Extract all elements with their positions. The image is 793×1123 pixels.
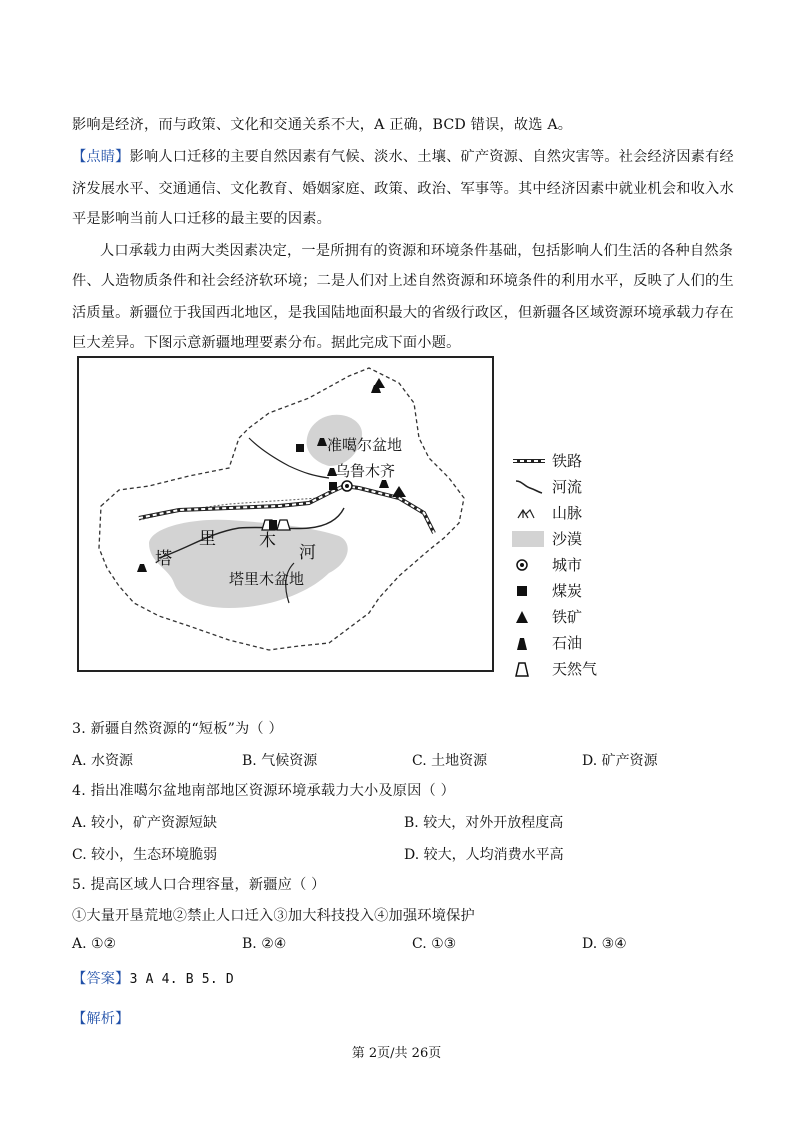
answer-line (72, 968, 234, 988)
oil-marker (379, 480, 389, 488)
question-4-option-a[interactable]: A. 较小，矿产资源短缺 (72, 815, 218, 831)
legend-railway: 铁路 (512, 450, 632, 472)
question-4-option-d[interactable]: D. 较大，人均消费水平高 (404, 847, 564, 863)
question-5-items: ①大量开垦荒地②禁止人口迁入③加大科技投入④加强环境保护 (72, 908, 475, 924)
question-4-option-b[interactable]: B. 较大，对外开放程度高 (404, 815, 564, 831)
question-3-option-a[interactable]: A. 水资源 (72, 753, 134, 769)
tips-tag: 【点睛】 (72, 149, 130, 165)
tips-line-3: 平是影响当前人口迁移的最主要的因素。 (72, 211, 331, 227)
legend-coal: 煤炭 (512, 580, 632, 602)
tarim-char-2: 里 (199, 529, 216, 549)
tips-line-1 (72, 146, 734, 166)
question-4-stem: 4. 指出准噶尔盆地南部地区资源环境承载力大小及原因（ ） (72, 783, 456, 799)
page-footer: 第 2页/共 26页 (351, 1046, 442, 1061)
question-5-option-a[interactable]: A. ①② (72, 936, 117, 952)
legend-city: 城市 (512, 554, 632, 576)
legend-oil: 石油 (512, 632, 632, 654)
city-icon (512, 556, 546, 574)
gas-marker (277, 520, 290, 530)
tarim-char-1: 塔 (155, 549, 172, 569)
railway-icon (512, 452, 546, 470)
urumqi-label: 乌鲁木齐 (335, 462, 396, 480)
question-5-option-b[interactable]: B. ②④ (242, 936, 287, 952)
tips-line-2: 济发展水平、交通通信、文化教育、婚姻家庭、政策、政治、军事等。其中经济因素中就业机会和收入水 (72, 181, 734, 197)
iron-marker (392, 486, 406, 497)
river-icon (512, 478, 546, 496)
answer-tag: 【答案】 (72, 971, 130, 987)
taklamakan-desert (149, 520, 348, 608)
tarim-basin-label: 塔里木盆地 (229, 570, 305, 588)
intro-line-1: 人口承载力由两大类因素决定，一是所拥有的资源和环境条件基础，包括影响人们生活的各种自然条 (100, 243, 734, 259)
intro-line-4: 巨大差异。下图示意新疆地理要素分布。据此完成下面小题。 (72, 335, 461, 351)
coal-icon (512, 582, 546, 600)
question-3-stem: 3. 新疆自然资源的“短板”为（ ） (72, 721, 283, 737)
question-5-option-d[interactable]: D. ③④ (582, 936, 627, 952)
mountain-icon (512, 504, 546, 522)
analysis-tag (72, 1008, 130, 1028)
analysis-label: 【解析】 (72, 1011, 130, 1027)
legend-gas: 天然气 (512, 658, 632, 680)
oil-icon (512, 634, 546, 652)
iron-icon (512, 608, 546, 626)
coal-marker (296, 444, 304, 452)
desert-icon (512, 530, 546, 548)
question-5-option-c[interactable]: C. ①③ (412, 936, 457, 952)
legend-mountain: 山脉 (512, 502, 632, 524)
tarim-char-3: 木 (259, 531, 276, 551)
tips-text: 影响人口迁移的主要自然因素有气候、淡水、土壤、矿产资源、自然灾害等。社会经济因素有经 (129, 149, 734, 165)
legend-iron: 铁矿 (512, 606, 632, 628)
paragraph-line: 影响是经济，而与政策、文化和交通关系不大，A 正确，BCD 错误，故选 A。 (72, 117, 573, 133)
question-3-option-b[interactable]: B. 气候资源 (242, 753, 318, 769)
question-5-stem: 5. 提高区域人口合理容量，新疆应（ ） (72, 877, 326, 893)
legend-river: 河流 (512, 476, 632, 498)
coal-marker (329, 482, 337, 490)
tarim-char-4: 河 (299, 543, 316, 563)
answer-text: 3 A 4. B 5. D (129, 972, 234, 987)
xinjiang-map (77, 356, 494, 672)
question-3-option-d[interactable]: D. 矿产资源 (582, 753, 658, 769)
question-3-option-c[interactable]: C. 土地资源 (412, 753, 488, 769)
region-outline (99, 368, 464, 650)
question-4-option-c[interactable]: C. 较小，生态环境脆弱 (72, 847, 218, 863)
oil-marker (137, 564, 147, 572)
legend-desert: 沙漠 (512, 528, 632, 550)
intro-line-3: 活质量。新疆位于我国西北地区，是我国陆地面积最大的省级行政区，但新疆各区域资源环境承载力存在 (72, 305, 734, 321)
junggar-label: 准噶尔盆地 (327, 436, 403, 454)
gas-icon (512, 660, 546, 678)
map-drawing (79, 358, 492, 670)
intro-line-2: 件、人造物质条件和社会经济软环境；二是人们对上述自然资源和环境条件的利用水平，反映了人们的生 (72, 273, 734, 289)
